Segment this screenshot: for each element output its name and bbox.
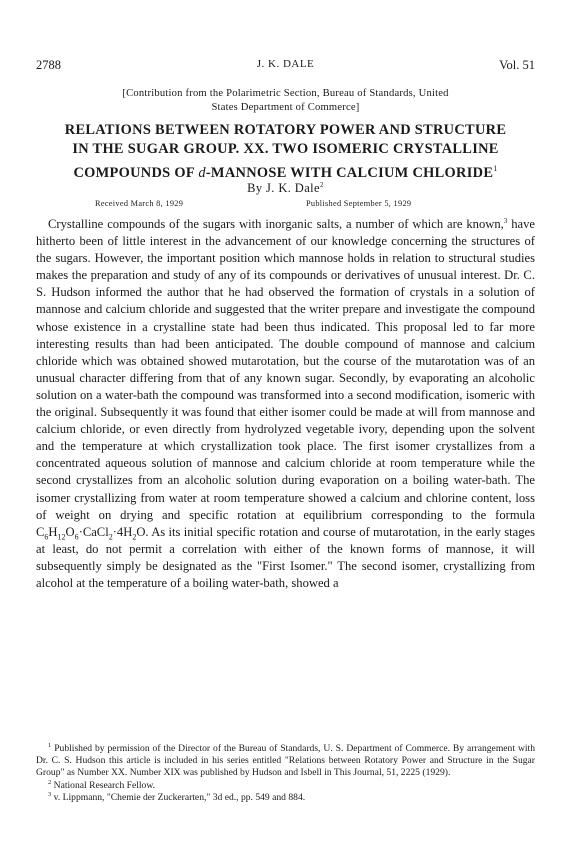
- received-date: Received March 8, 1929: [95, 199, 184, 208]
- footnote-text: National Research Fellow.: [51, 779, 156, 791]
- paragraph-text-a: Crystalline compounds of the sugars with inorganic salts, a number of which are known,: [48, 217, 504, 231]
- title-line-2: IN THE SUGAR GROUP. XX. TWO ISOMERIC CRYSTALLINE: [72, 141, 499, 157]
- title-line-1: RELATIONS BETWEEN ROTATORY POWER AND STRUCTURE: [64, 122, 507, 138]
- footnote-text: Published by permission of the Director of the Bureau of Standards, U. S. Department of Commerce. By arrangement with Dr. C. S. Hudson this article is included in his series entitled "Relations between Rotatory Power and Structure in the Sugar Group" as Number XX. Number XIX was published by Hudson and Isbell in This Journal, 51, 2225 (1929).: [36, 743, 535, 779]
- article-title: [28, 121, 543, 183]
- formula-subscript: 2: [132, 532, 137, 542]
- footnote-3: [36, 792, 535, 804]
- footnotes: [36, 743, 535, 804]
- author-footnote-ref: 2: [320, 181, 324, 189]
- author-name: By J. K. Dale: [247, 181, 320, 196]
- title-line-3-end: -MANNOSE WITH CALCIUM CHLORIDE: [205, 164, 494, 181]
- author-byline: [36, 181, 535, 196]
- footnote-ref-3: 3: [503, 216, 508, 225]
- running-title: J. K. DALE: [256, 58, 315, 70]
- formula-part: ·CaCl: [78, 524, 109, 539]
- footnote-marker: 3: [48, 790, 52, 798]
- paragraph-text-b: have hitherto been of little interest in the advancement of our knowledge concerning the structures of the sugars. However, the important position which mannose holds in relation to structural studies makes the preparation and study of any of its compounds or derivatives of unusual interest. Dr. C. S. Hudson informed the author that he had observed the formation of crystals in a solution of mannose and calcium chloride and suggested that the writer prepare and investigate the compound whose existence in a crystalline state had been thus indicated. This proposal led to far more interesting results than had been anticipated. The double compound of mannose and calcium chloride which was obtained showed mutarotation, but the course of the mutarotation was of an unusual character differing from that of any known sugar. Secondly, by evaporating an alcoholic solution on a water-bath the compound was transformed into a second modification, isomeric with the original. Subsequently it was found that either isomer could be made at will from mannose and calcium chloride, or even directly from hydrolyzed vegetable ivory, depending upon the solvent and the temperature at which crystallization took place. The first isomer crystallizes from a concentrated aqueous solution of mannose and calcium chloride at room temperature while the second crystallizes from an alcoholic solution during evaporation on a boiling water-bath. The isomer crystallizing from water at room temperature showed a calcium and chlorine content, loss of weight on drying and specific rotation at equilibrium corresponding to the formula: [36, 217, 535, 522]
- contribution-line-1: [Contribution from the Polarimetric Section, Bureau of Standards, United: [122, 88, 449, 99]
- article-body: [36, 216, 535, 592]
- page-number: 2788: [36, 58, 61, 72]
- formula-subscript: 6: [44, 532, 49, 542]
- formula-subscript: 6: [74, 532, 79, 542]
- title-line-3: [28, 159, 543, 183]
- running-head: [36, 58, 535, 76]
- contribution-note: [36, 87, 535, 115]
- formula-part: O: [65, 524, 75, 539]
- footnote-text: v. Lippmann, "Chemie der Zuckerarten," 3d ed., pp. 549 and 884.: [51, 791, 306, 803]
- title-line-3-start: COMPOUNDS OF: [73, 164, 199, 181]
- contribution-line-2: States Department of Commerce]: [211, 102, 360, 113]
- formula-subscript: 2: [108, 532, 113, 542]
- chemical-formula: [36, 524, 149, 542]
- title-footnote-ref: 1: [493, 164, 498, 173]
- formula-part: C: [36, 524, 45, 539]
- footnote-marker: 1: [48, 741, 52, 749]
- formula-subscript: 12: [57, 532, 66, 542]
- footnote-1: [36, 743, 535, 780]
- paragraph-text-c: As its initial specific rotation and course of mutarotation, in the early stages at least, do not permit a correlation with either of the known forms of mannose, it will subsequently simply be designated as the "First Isomer." The second isomer, crystallizing from alcohol at the temperature of a boiling water-bath, showed a: [36, 524, 535, 590]
- footnote-2: [36, 780, 535, 792]
- article-dates: [36, 199, 535, 213]
- footnote-marker: 2: [48, 778, 52, 786]
- title-d-prefix: d: [198, 164, 206, 181]
- formula-part: H: [48, 524, 58, 539]
- published-date: Published September 5, 1929: [306, 199, 412, 208]
- volume-number: Vol. 51: [499, 58, 535, 72]
- formula-part: ·4H: [112, 524, 133, 539]
- formula-part: O.: [136, 524, 149, 539]
- body-paragraph: [36, 216, 535, 592]
